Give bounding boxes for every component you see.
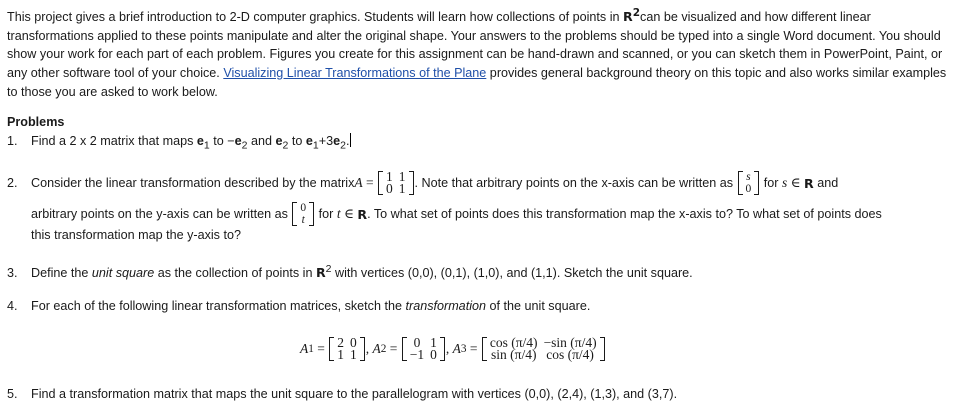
matrix-A3: cos (π/4) sin (π/4) −sin (π/4) cos (π/4) <box>482 337 605 361</box>
problem-4-number: 4. <box>7 299 18 313</box>
problem-2-line-3: this transformation map the y-axis to? <box>31 228 241 242</box>
problem-2: 2. Consider the linear transformation described by the matrix A = 1 0 1 1 . Note that arbitrary points on the x-axis can be written as s 0 for s ∈ R and <box>7 169 839 196</box>
problem-4-matrices: A 1 = 2 1 0 1 , A 2 = 0 −1 1 0 , A 3 = cos (π/4) sin (π/4) −sin (π/4) cos (π/4) <box>300 337 606 361</box>
problem-5: 5. Find a transformation matrix that maps the unit square to the parallelogram with vertices (0,0), (2,4), (1,3), and (3,7). <box>7 387 678 401</box>
vector-s0: s 0 <box>738 171 760 195</box>
r2-exponent: 2 <box>632 7 641 19</box>
problem-3: 3. Define the unit square as the collection of points in $R^2$ with vertices (0,0), (0,1), (1,0), and (1,1). Sketch the unit square. <box>7 263 693 281</box>
r2-symbol: $R^2$ <box>623 7 641 25</box>
problem-2-line-2: arbitrary points on the y-axis can be written as 0 t for t ∈ R . To what set of points does this transformation map the x-axis to? To what set of points does <box>31 202 882 226</box>
intro-text-1: This project gives a brief introduction to 2-D computer graphics. Students will learn how collections of points in <box>7 10 623 25</box>
matrix-A: 1 0 1 1 <box>378 171 414 195</box>
problem-4: 4. For each of the following linear transformation matrices, sketch the transformation of the unit square. <box>7 299 591 313</box>
problem-3-number: 3. <box>7 266 18 281</box>
intro-text-3: provides general background theory on this topic and also works similar examples to those you are asked to work below. <box>7 65 947 99</box>
problem-2-number: 2. <box>7 176 18 190</box>
text-cursor <box>350 133 351 147</box>
vector-0t: 0 t <box>292 202 314 226</box>
matrix-A2: 0 −1 1 0 <box>402 337 445 361</box>
intro-paragraph <box>7 4 955 101</box>
problem-5-number: 5. <box>7 387 18 401</box>
problems-heading: Problems <box>7 115 65 129</box>
visualizing-transformations-link[interactable]: Visualizing Linear Transformations of the Plane <box>223 65 487 80</box>
intro-text-2: can be visualized and how different linear transformations applied to these points manipulate and alter the original shape. Your answers to the problems should be typed into a single Word document. You should show your work for each part of each problem. Figures you create for this assignment can be hand-drawn and scanned, or you can sketch them in PowerPoint, Paint, or any other software tool of your choice. <box>7 10 943 80</box>
matrix-A1: 2 1 0 1 <box>329 337 365 361</box>
problem-1-number: 1. <box>7 134 18 148</box>
problem-1: 1. Find a 2 x 2 matrix that maps $e_1$ to $-e_2$ and $e_2$ to $e_1+3e_2$. <box>7 134 350 152</box>
